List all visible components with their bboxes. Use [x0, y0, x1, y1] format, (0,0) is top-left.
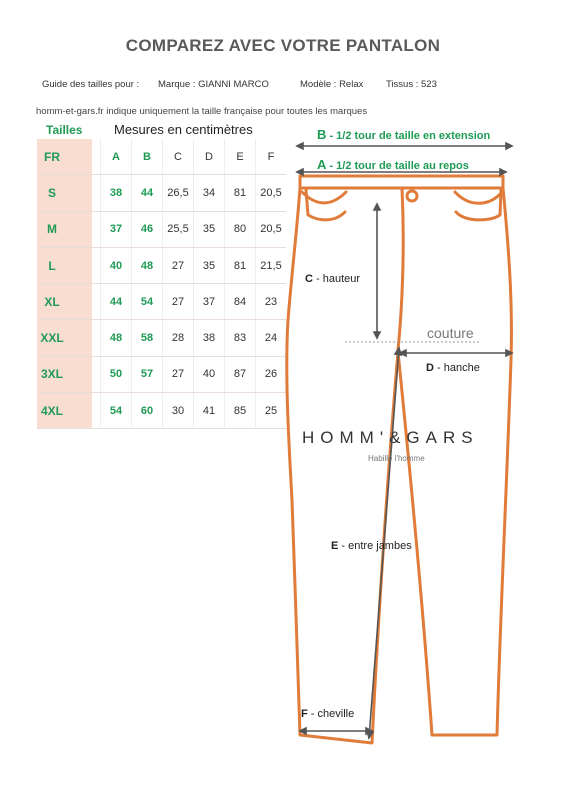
col-header-b: B [132, 139, 163, 175]
brand-logo: HOMM'&GARS [302, 428, 479, 447]
value-cell: 27 [163, 284, 194, 320]
brand-field: Marque : GIANNI MARCO [158, 79, 269, 90]
col-header-f: F [256, 139, 287, 175]
value-cell: 60 [132, 393, 163, 429]
value-cell: 87 [225, 356, 256, 392]
value-cell: 24 [256, 320, 287, 356]
measures-heading: Mesures en centimètres [114, 122, 253, 137]
label-c: C - hauteur [305, 273, 361, 285]
value-cell: 37 [101, 211, 132, 247]
model-field: Modèle : Relax [300, 79, 364, 90]
value-cell: 40 [101, 247, 132, 283]
col-header-c: C [163, 139, 194, 175]
label-f: F - cheville [301, 708, 355, 720]
value-cell: 48 [101, 320, 132, 356]
value-cell: 80 [225, 211, 256, 247]
value-cell: 37 [194, 284, 225, 320]
value-cell: 25 [256, 393, 287, 429]
value-cell: 44 [101, 284, 132, 320]
size-cell: L [37, 247, 67, 283]
value-cell: 81 [225, 175, 256, 211]
value-cell: 50 [101, 356, 132, 392]
value-cell: 27 [163, 247, 194, 283]
value-cell: 84 [225, 284, 256, 320]
value-cell: 25,5 [163, 211, 194, 247]
value-cell: 83 [225, 320, 256, 356]
label-a: A - 1/2 tour de taille au repos [317, 157, 469, 172]
value-cell: 41 [194, 393, 225, 429]
value-cell: 48 [132, 247, 163, 283]
value-cell: 54 [101, 393, 132, 429]
value-cell: 20,5 [256, 175, 287, 211]
value-cell: 30 [163, 393, 194, 429]
label-b: B - 1/2 tour de taille en extension [317, 127, 491, 142]
value-cell: 46 [132, 211, 163, 247]
col-header-a: A [101, 139, 132, 175]
value-cell: 81 [225, 247, 256, 283]
size-note: homm-et-gars.fr indique uniquement la taille française pour toutes les marques [36, 106, 368, 117]
label-e: E - entre jambes [331, 540, 412, 552]
value-cell: 54 [132, 284, 163, 320]
size-cell: 3XL [37, 356, 67, 392]
value-cell: 57 [132, 356, 163, 392]
value-cell: 38 [194, 320, 225, 356]
page-title: COMPAREZ AVEC VOTRE PANTALON [125, 36, 441, 55]
fabric-field: Tissus : 523 [386, 79, 437, 90]
size-header: FR [37, 139, 67, 175]
value-cell: 85 [225, 393, 256, 429]
value-cell: 38 [101, 175, 132, 211]
guide-label: Guide des tailles pour : [42, 79, 140, 90]
value-cell: 21,5 [256, 247, 287, 283]
size-cell: S [37, 175, 67, 211]
value-cell: 23 [256, 284, 287, 320]
value-cell: 35 [194, 211, 225, 247]
size-cell: 4XL [37, 393, 67, 429]
value-cell: 40 [194, 356, 225, 392]
value-cell: 34 [194, 175, 225, 211]
brand-tagline: Habille l'homme [368, 454, 425, 463]
value-cell: 28 [163, 320, 194, 356]
value-cell: 27 [163, 356, 194, 392]
label-d: D - hanche [426, 362, 480, 374]
size-cell: M [37, 211, 67, 247]
value-cell: 20,5 [256, 211, 287, 247]
size-cell: XL [37, 284, 67, 320]
value-cell: 58 [132, 320, 163, 356]
size-cell: XXL [37, 320, 67, 356]
label-couture: couture [427, 325, 474, 341]
value-cell: 35 [194, 247, 225, 283]
value-cell: 44 [132, 175, 163, 211]
value-cell: 26,5 [163, 175, 194, 211]
col-header-d: D [194, 139, 225, 175]
sizes-heading: Tailles [46, 123, 83, 137]
value-cell: 26 [256, 356, 287, 392]
col-header-e: E [225, 139, 256, 175]
